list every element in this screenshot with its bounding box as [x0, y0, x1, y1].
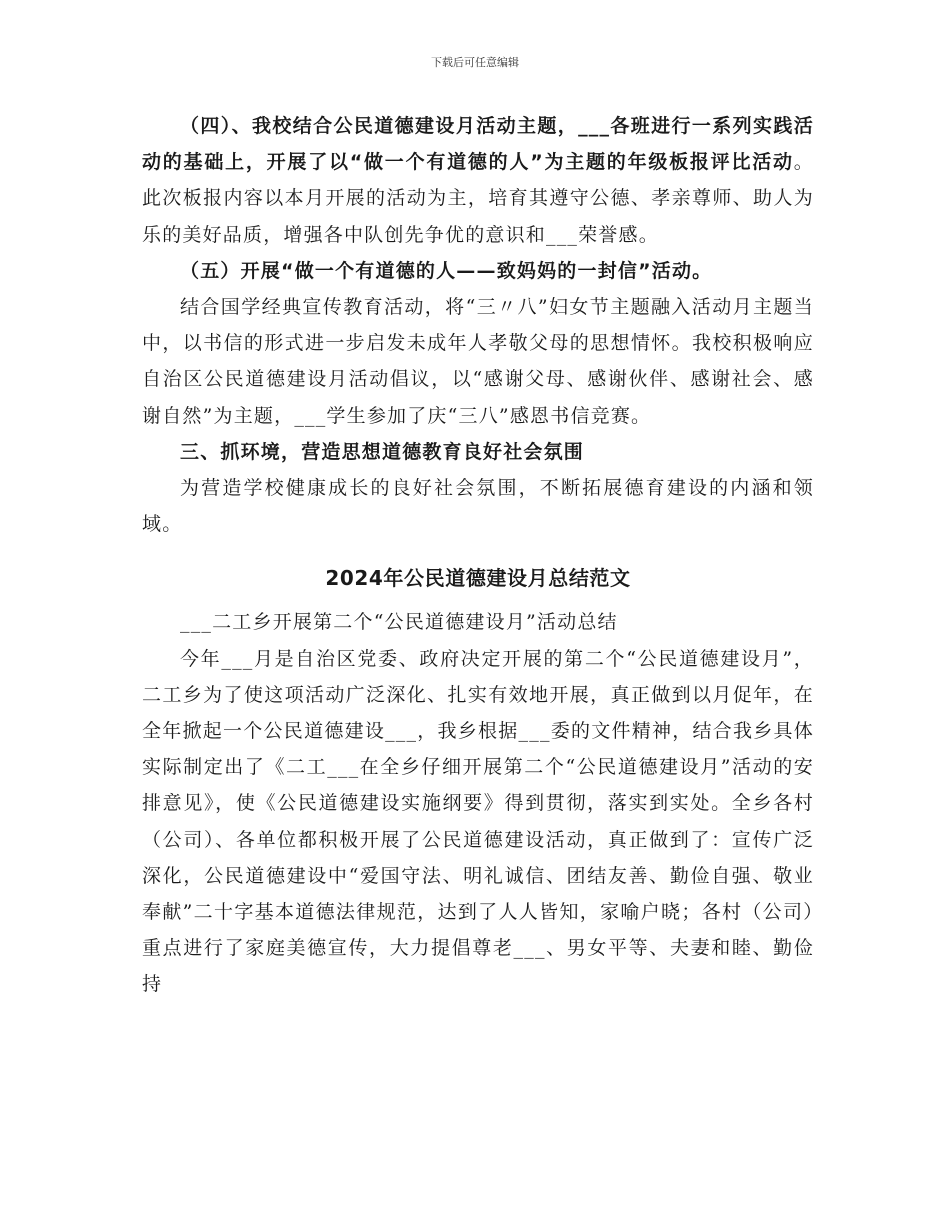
section-4-paragraph: [142, 108, 814, 253]
document-main-paragraph: 今年___月是自治区党委、政府决定开展的第二个“公民道德建设月”，二工乡为了使这项活动广泛深化、扎实有效地开展，真正做到以月促年，在全年掀起一个公民道德建设___，我乡根据___委的文件精神，结合我乡具体实际制定出了《二工___在全乡仔细开展第二个“公民道德建设月”活动的安排意见》，使《公民道德建设实施纲要》得到贯彻，落实到实处。全乡各村（公司）、各单位都积极开展了公民道德建设活动，真正做到了：宣传广泛深化，公民道德建设中“爱国守法、明礼诚信、团结友善、勤俭自强、敬业奉献”二十字基本道德法律规范，达到了人人皆知，家喻户晓；各村（公司）重点进行了家庭美德宣传，大力提倡尊老___、男女平等、夫妻和睦、勤俭持: [142, 647, 814, 996]
document-subtitle: ___二工乡开展第二个“公民道德建设月”活动总结: [180, 611, 618, 634]
document-body: [142, 108, 814, 1003]
section-5-paragraph: 结合国学经典宣传教育活动，将“三〃八”妇女节主题融入活动月主题当中，以书信的形式进一步启发未成年人孝敬父母的思想情怀。我校积极响应自治区公民道德建设月活动倡议，以“感谢父母、感谢伙伴、感谢社会、感谢自然”为主题，___学生参加了庆“三八”感恩书信竞赛。: [142, 296, 814, 427]
section-4-bold-text: （四）、我校结合公民道德建设月活动主题，___各班进行一系列实践活动的基础上，开展了以“做一个有道德的人”为主题的年级板报评比活动: [142, 115, 814, 174]
page-header: 下载后可任意编辑: [431, 56, 519, 69]
section-5-heading: （五）开展“做一个有道德的人——致妈妈的一封信”活动。: [180, 259, 713, 282]
section-4-text: 。此次板报内容以本月开展的活动为主，培育其遵守公德、孝亲尊师、助人为乐的美好品质，增强各中队创先争优的意识和___荣誉感。: [142, 151, 814, 246]
document-title: 2024年公民道德建设月总结范文: [325, 566, 631, 591]
section-3-heading: 三、抓环境，营造思想道德教育良好社会氛围: [180, 440, 585, 463]
section-3-paragraph: 为营造学校健康成长的良好社会氛围，不断拓展德育建设的内涵和领域。: [142, 477, 814, 536]
